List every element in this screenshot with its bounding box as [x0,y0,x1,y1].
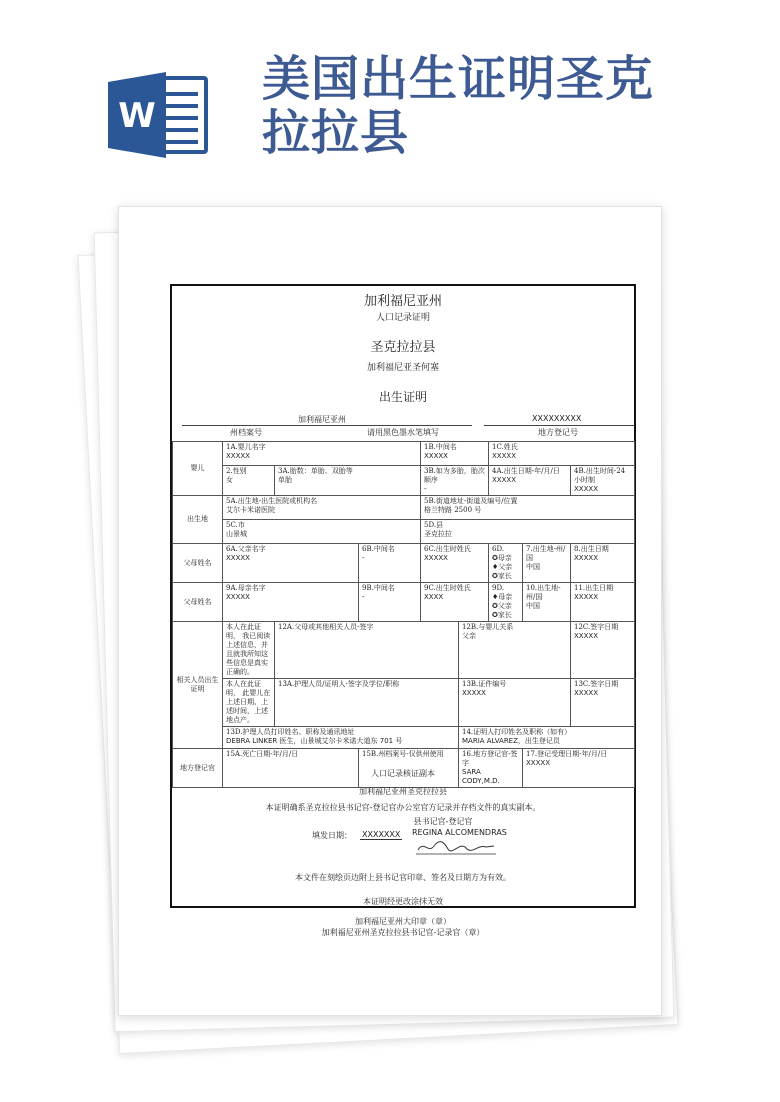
field-12b: 12B.与婴儿关系 父亲 [459,622,571,679]
issue-date-value: XXXXXXX [362,830,401,839]
field-9b: 9B.中间名 - [359,583,421,622]
page-title: 美国出生证明圣克拉拉县 [262,51,655,161]
field-10: 10.出生地-州/国 中国 [523,583,571,622]
field-4b: 4B.出生时间-24 小时制 XXXXX [571,466,635,496]
field-15a: 15A.死亡日期-年/月/日 [223,749,359,788]
field-13d: 13D.护理人员打印姓名、职称及通讯地址 DEBRA LINKER 医生，山景城艾尔卡米诺大道东 701 号 [223,727,459,749]
field-13b: 13B.证件编号 XXXXX [459,679,571,727]
field-12a: 12A.父母或其他相关人员-签字 [275,622,459,679]
section-child: 婴儿 [173,442,223,496]
seal-line-2: 加利福尼亚州圣克拉拉县书记官-记录官（章） [321,928,485,937]
cert-vital-records: 人口记录证明 [375,313,430,323]
cert-county: 圣克拉拉县 [370,340,436,355]
field-3b: 3B.如为多胎，胎次顺序 - [421,466,489,496]
attest-note-1: 本文件在刻绘页边附上县书记官印章、签名及日期方为有效。 [295,873,511,882]
attest-line-2: 加利福尼亚州圣克拉拉县 [359,787,447,796]
field-2: 2.性别 女 [223,466,275,496]
field-9a: 9A.母亲名字 XXXXX [223,583,359,622]
word-app-icon [108,72,208,158]
field-6a: 6A.父亲名字 XXXXX [223,544,359,583]
cert-local-number: XXXXXXXXX [532,414,582,423]
attestation-block [172,716,634,906]
cert-sub-state: 加利福尼亚州 [298,415,346,424]
section-local-registrar: 地方登记官 [173,749,223,788]
field-5a: 5A.出生地-出生医院或机构名 艾尔卡米诺医院 [223,496,421,520]
svg-text:W: W [118,96,156,136]
cert-title: 出生证明 [378,390,427,404]
field-7: 7.出生地-州/国 中国 [523,544,571,583]
cert-statement-2: 本人在此证明， 此婴儿在上述日期、上述时间，上述地点产。 [223,679,275,727]
field-13c: 13C.签字日期 XXXXX [571,679,635,727]
field-5b: 5B.街道地址-街道及编号/位置 格兰特路 2500 号 [421,496,635,520]
field-6d: 6D. ✪母亲 ♦父亲 ✪家长 [489,544,523,583]
attest-line-4: 县书记官-登记官 [413,817,473,826]
section-father: 父母姓名 [173,544,223,583]
attest-note-2: 本证明经更改涂抹无效 [363,897,443,906]
issue-date-label: 填发日期： [312,831,352,840]
field-6b: 6B.中间名 - [359,544,421,583]
form-subheader [172,427,634,441]
attest-line-1: 人口记录核证副本 [371,769,435,778]
divider-line [484,425,634,426]
seal-line-1: 加利福尼亚州大印章（章） [355,917,451,926]
issue-date-row [312,828,512,858]
field-1c: 1C.姓氏 XXXXX [489,442,635,466]
cert-state: 加利福尼亚州 [363,294,442,309]
field-12c: 12C.签字日期 XXXXX [571,622,635,679]
field-3a: 3A.胎数：单胎、双胎等 单胎 [275,466,421,496]
field-5c: 5C.市 山景城 [223,520,421,544]
field-1b: 1B.中间名 XXXXX [421,442,489,466]
field-9c: 9C.出生时姓氏 XXXX [421,583,489,622]
cert-statement-1: 本人在此证明， 我已阅读上述信息，并且就我所知这些信息是真实正确的。 [223,622,275,679]
attest-line-3: 本证明确系圣克拉拉县书记官-登记官办公室官方记录并存档文件的真实副本。 [265,803,541,812]
certificate-frame [170,284,636,908]
section-birthplace: 出生地 [173,496,223,544]
field-15b: 15B.州档案号-仅供州使用 [359,749,459,788]
field-11: 11.出生日期 XXXXX [571,583,635,622]
field-14: 14.证明人打印姓名及职称（如有） MARIA ALVAREZ，出生登记员 [459,727,635,749]
divider-line [182,425,472,426]
field-4a: 4A.出生日期-年/月/日 XXXXX [489,466,571,496]
field-8: 8.出生日期 XXXXX [571,544,635,583]
section-mother: 父母姓名 [173,583,223,622]
seal-notes [170,916,636,938]
field-13a: 13A.护理人员/证明人-签字及学位/职称 [275,679,459,727]
ink-note: 请用黑色墨水笔填写 [367,428,439,437]
field-5d: 5D.县 圣克拉拉 [421,520,635,544]
local-reg-label: 地方登记号 [538,428,578,437]
signature-icon [416,838,496,856]
cert-city: 加利福尼亚圣何塞 [366,363,439,373]
field-17: 17.登记受理日期-年/月/日 XXXXX [523,749,635,788]
field-16: 16.地方登记官-签字 SARA CODY,M.D. [459,749,523,788]
registrar-name: REGINA ALCOMENDRAS [412,828,507,837]
section-certifier: 相关人员出生证明 [173,622,223,749]
state-file-label: 州档案号 [230,428,262,437]
field-1a: 1A.婴儿名字 XXXXX [223,442,421,466]
field-9d: 9D. ♦母亲 ✪父亲 ✪家长 [489,583,523,622]
field-6c: 6C.出生时姓氏 XXXXX [421,544,489,583]
